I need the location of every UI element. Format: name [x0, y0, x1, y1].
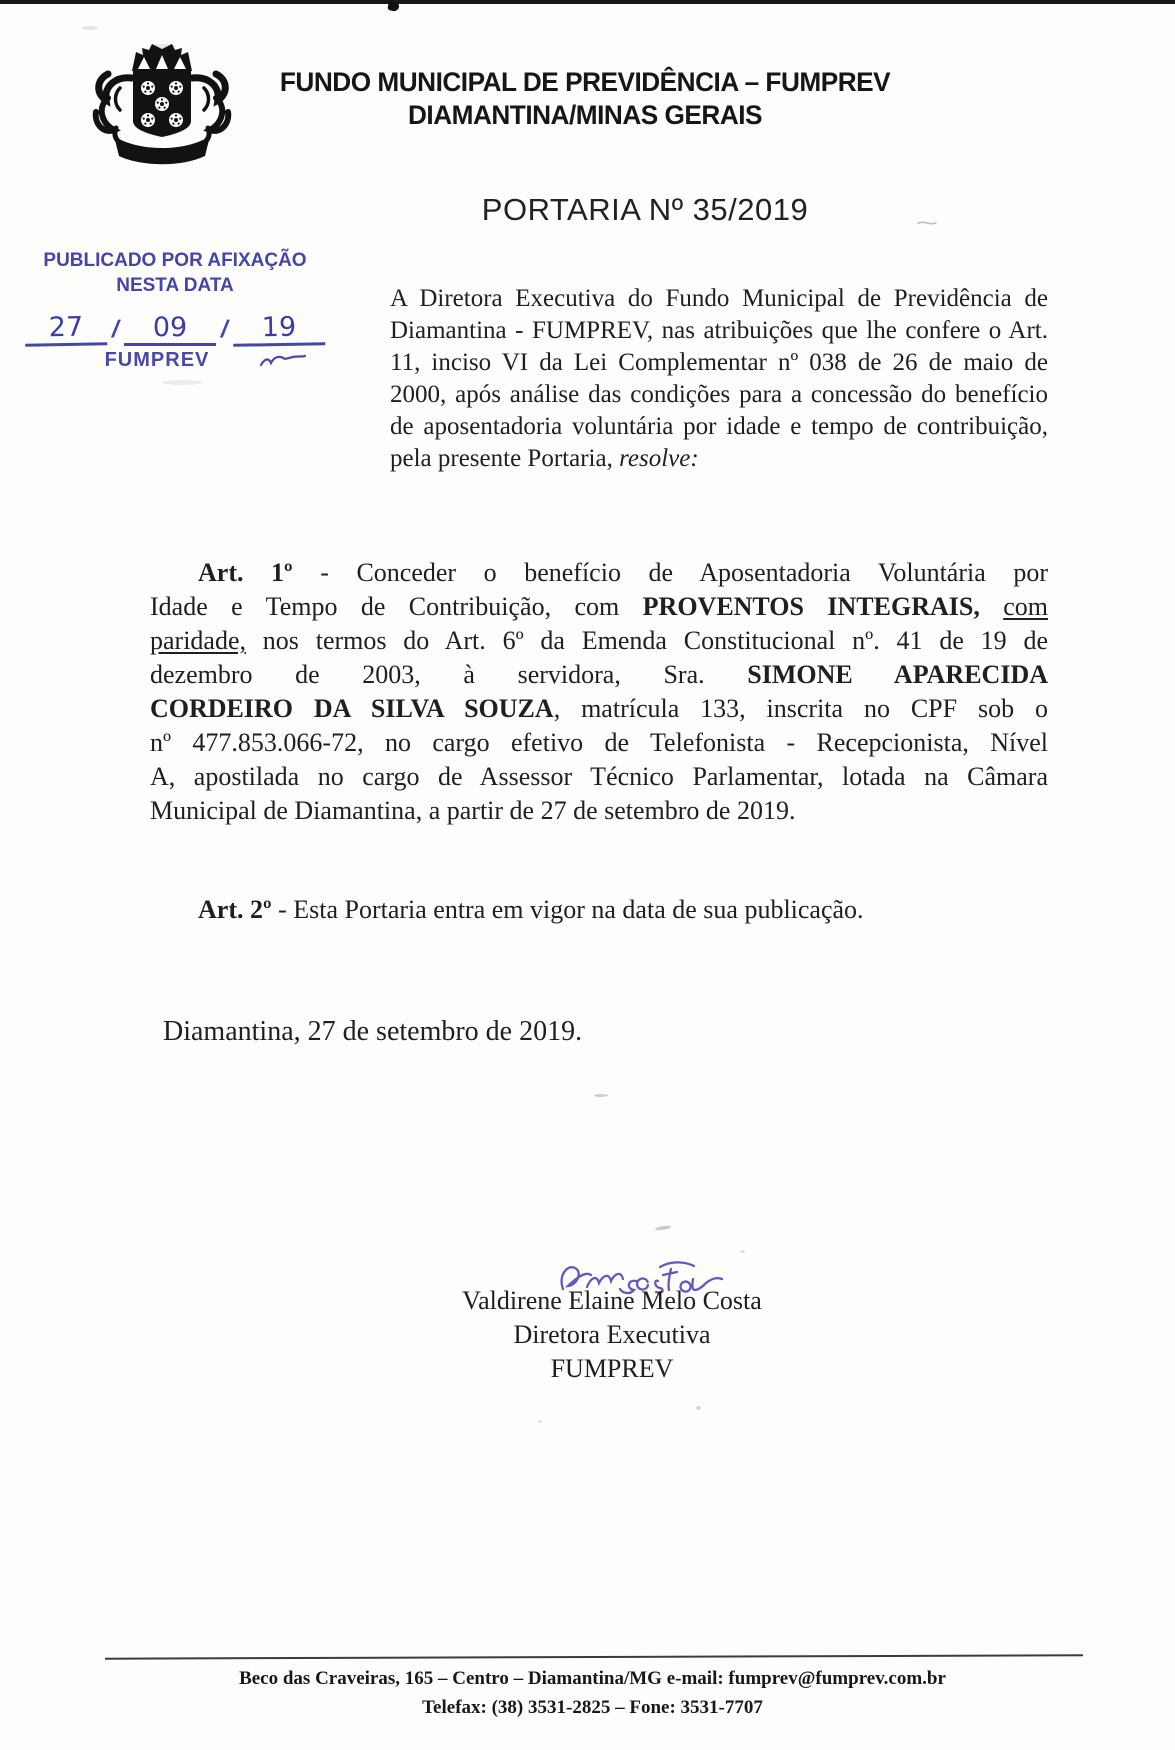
article-2-paragraph [150, 893, 1048, 927]
scan-artifact-dash [655, 1225, 671, 1231]
scan-artifact-dot [740, 1250, 745, 1253]
stamp-org-label: FUMPREV [104, 349, 210, 371]
org-name-line2: DIAMANTINA/MINAS GERAIS [407, 100, 763, 130]
document-title: PORTARIA Nº 35/2019 [481, 192, 809, 227]
signatory-name: Valdirene Elaine Melo Costa [462, 1286, 762, 1315]
text-line: Municipal de Diamantina, a partir de 27 de setembro de 2019. [150, 796, 796, 825]
article-1-paragraph [150, 556, 1048, 828]
diamantina-coat-of-arms-logo [86, 40, 238, 168]
stamp-date-separator: / [218, 316, 231, 343]
stamp-pen-squiggle [259, 352, 307, 370]
text-line: Idade e Tempo de Contribuição, com PROVENTOS INTEGRAIS, com [150, 592, 1049, 621]
footer-address-line: Beco das Craveiras, 165 – Centro – Diamantina/MG e-mail: fumprev@fumprev.com.br [239, 1668, 946, 1689]
text-line: Art. 1º - Conceder o benefício de Aposentadoria Voluntária por [198, 558, 1048, 587]
footer-rule [105, 1654, 1083, 1659]
preamble-paragraph [390, 283, 1048, 475]
scan-artifact-dot [696, 1406, 701, 1410]
stamp-date-year: 19 [232, 312, 325, 347]
text-line: 2000, após análise das condições para a concessão do benefício [390, 381, 1048, 408]
place-dateline: Diamantina, 27 de setembro de 2019. [163, 1016, 583, 1047]
text-line: de aposentadoria voluntária por idade e tempo de contribuição, [390, 413, 1048, 440]
scan-artifact-smudge [162, 380, 202, 385]
scan-artifact-dot [538, 1420, 542, 1423]
org-header [255, 66, 915, 132]
scan-artifact-top-edge-line [0, 0, 1175, 4]
stamp-line1: PUBLICADO POR AFIXAÇÃO [43, 250, 307, 271]
org-name-line1: FUNDO MUNICIPAL DE PREVIDÊNCIA – FUMPREV [279, 67, 891, 97]
stamp-line2: NESTA DATA [116, 275, 234, 296]
text-line: A Diretora Executiva do Fundo Municipal de Previdência de [390, 285, 1048, 312]
stamp-date-day: 27 [25, 312, 108, 346]
text-line: dezembro de 2003, à servidora, Sra. SIMONE APARECIDA [150, 660, 1048, 689]
text-line: Art. 2º - Esta Portaria entra em vigor na data de sua publicação. [198, 895, 864, 924]
scan-artifact-tilde: ~ [915, 210, 939, 237]
signatory-org: FUMPREV [550, 1354, 674, 1383]
publication-stamp [25, 248, 325, 372]
text-line: pela presente Portaria, resolve: [390, 445, 699, 472]
stamp-date-separator: / [109, 316, 123, 343]
scan-artifact-dot [387, 1, 400, 12]
text-line: paridade, nos termos do Art. 6º da Emenda Constitucional nº. 41 de 19 de [150, 626, 1048, 655]
signature-block [412, 1284, 812, 1386]
text-line: CORDEIRO DA SILVA SOUZA, matrícula 133, inscrita no CPF sob o [150, 694, 1048, 723]
text-line: A, apostilada no cargo de Assessor Técnico Parlamentar, lotada na Câmara [150, 762, 1048, 791]
scan-artifact-dash [594, 1094, 608, 1097]
text-line: 11, inciso VI da Lei Complementar nº 038 de 26 de maio de [390, 349, 1048, 376]
footer-phone-line: Telefax: (38) 3531-2825 – Fone: 3531-7707 [422, 1697, 763, 1718]
scan-artifact-smudge [82, 26, 98, 30]
stamp-date [25, 304, 325, 346]
signatory-role: Diretora Executiva [513, 1320, 711, 1349]
stamp-date-month: 09 [124, 313, 216, 346]
text-line: nº 477.853.066-72, no cargo efetivo de Telefonista - Recepcionista, Nível [150, 728, 1048, 757]
text-line: Diamantina - FUMPREV, nas atribuições que lhe confere o Art. [390, 317, 1048, 344]
